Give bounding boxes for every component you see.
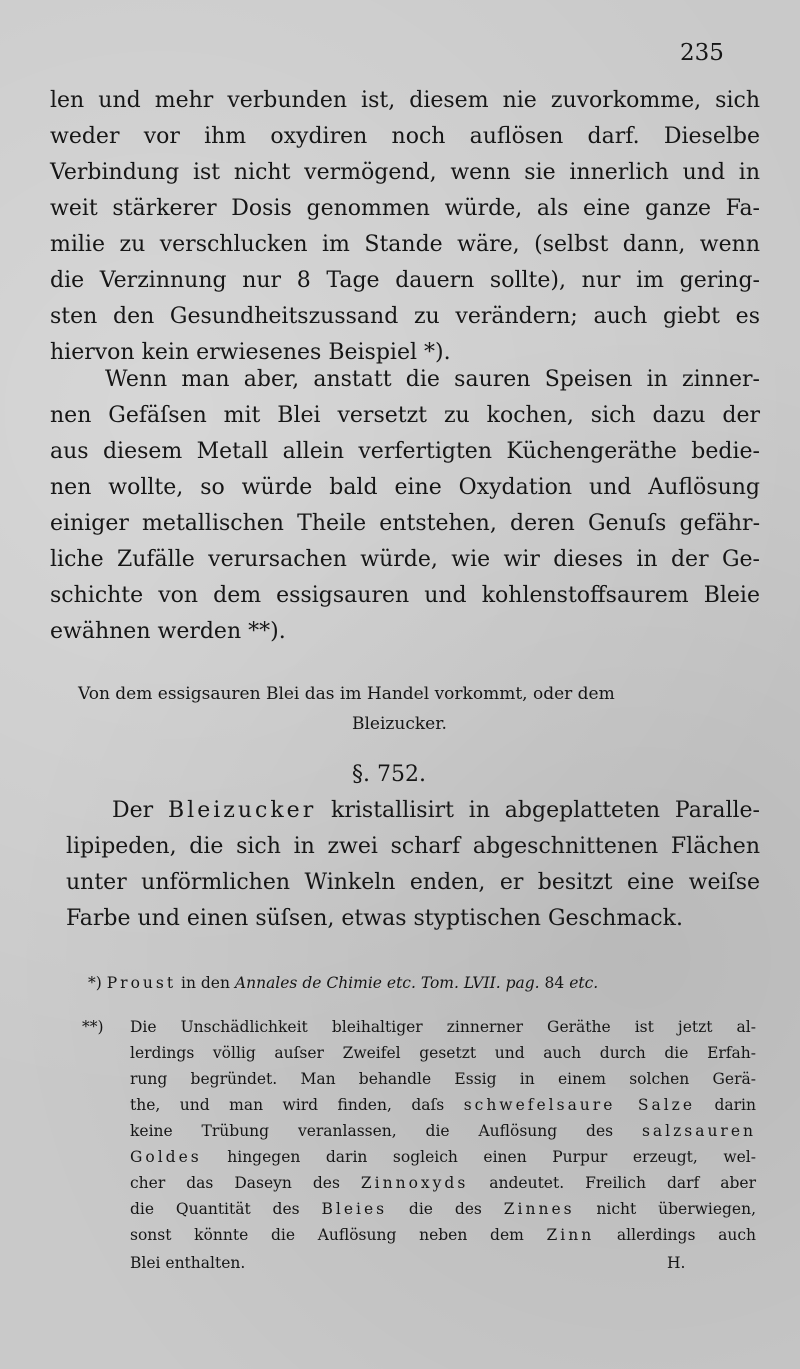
text-fragment: nicht überwiegen, bbox=[574, 1200, 757, 1218]
text-fragment: kristallisirt in abgeplatteten Paralle- bbox=[316, 798, 760, 823]
text-fragment: allerdings auch bbox=[594, 1226, 757, 1244]
text-line: die Verzinnung nur 8 Tage dauern sollte), nur im gering- bbox=[50, 268, 760, 293]
footnote-marker: *) bbox=[88, 974, 102, 992]
footnote-line: Blei enthalten. bbox=[130, 1254, 246, 1272]
footnote-line: rung begründet. Man behandle Essig in einem solchen Gerä- bbox=[130, 1070, 756, 1088]
text-fragment: die des bbox=[387, 1200, 504, 1218]
emphasized-term: salzsauren bbox=[641, 1122, 756, 1140]
text-fragment: sonst könnte die Auflösung neben dem bbox=[130, 1226, 547, 1244]
footnote-author: Proust bbox=[106, 974, 177, 992]
text-fragment: 84 bbox=[539, 974, 570, 992]
text-fragment: andeutet. Freilich darf aber bbox=[468, 1174, 756, 1192]
page-number: 235 bbox=[680, 40, 724, 66]
footnote-line bbox=[130, 1170, 756, 1196]
text-line: unter unförmlichen Winkeln enden, er besitzt eine weiſse bbox=[66, 870, 760, 895]
footnote-1 bbox=[88, 970, 598, 996]
text-fragment: the, und man wird finden, daſs bbox=[130, 1096, 464, 1114]
footnote-line bbox=[130, 1144, 756, 1170]
text-line: Verbindung ist nicht vermögend, wenn sie innerlich und in bbox=[50, 160, 760, 185]
text-line bbox=[66, 793, 760, 829]
text-line: nen Gefäſsen mit Blei versetzt zu kochen, sich dazu der bbox=[50, 403, 760, 428]
footnote-line bbox=[130, 1118, 756, 1144]
text-line: einiger metallischen Theile entstehen, deren Genuſs gefähr- bbox=[50, 511, 760, 536]
text-line: Wenn man aber, anstatt die sauren Speisen in zinner- bbox=[105, 367, 760, 392]
text-fragment: in den bbox=[176, 974, 235, 992]
text-line: len und mehr verbunden ist, diesem nie zuvorkomme, sich bbox=[50, 88, 760, 113]
footnote-line bbox=[130, 1196, 756, 1222]
emphasized-term: schwefelsaure Salze bbox=[463, 1096, 695, 1114]
text-fragment: keine Trübung veranlassen, die Auflösung des bbox=[130, 1122, 642, 1140]
section-heading: Von dem essigsauren Blei das im Handel vorkommt, oder dem bbox=[78, 684, 615, 704]
text-fragment: cher das Daseyn des bbox=[130, 1174, 361, 1192]
emphasized-term: Zinnes bbox=[503, 1200, 575, 1218]
text-fragment: hingegen darin sogleich einen Purpur erzeugt, wel- bbox=[201, 1148, 756, 1166]
footnote-line bbox=[130, 1092, 756, 1118]
text-line: hiervon kein erwiesenes Beispiel *). bbox=[50, 340, 451, 365]
footnote-journal: Annales de Chimie etc. Tom. LVII. pag. bbox=[234, 974, 540, 992]
text-line: aus diesem Metall allein verfertigten Küchengeräthe bedie- bbox=[50, 439, 760, 464]
text-line: schichte von dem essigsauren und kohlenstoffsaurem Bleie bbox=[50, 583, 760, 608]
text-line: sten den Gesundheitszussand zu verändern; auch giebt es bbox=[50, 304, 760, 329]
text-line: ewähnen werden **). bbox=[50, 619, 286, 644]
emphasized-term: Zinn bbox=[546, 1226, 595, 1244]
text-fragment: die Quantität des bbox=[130, 1200, 322, 1218]
text-line: milie zu verschlucken im Stande wäre, (selbst dann, wenn bbox=[50, 232, 760, 257]
emphasized-term: Goldes bbox=[130, 1148, 202, 1166]
text-fragment: darin bbox=[695, 1096, 756, 1114]
section-heading-continued: Bleizucker. bbox=[352, 714, 447, 734]
section-number: §. 752. bbox=[352, 762, 426, 787]
emphasized-term: Bleizucker bbox=[168, 798, 317, 823]
text-line: liche Zufälle verursachen würde, wie wir dieses in der Ge- bbox=[50, 547, 760, 572]
emphasized-term: Bleies bbox=[321, 1200, 388, 1218]
text-line: nen wollte, so würde bald eine Oxydation und Auflösung bbox=[50, 475, 760, 500]
text-fragment: Der bbox=[112, 798, 168, 823]
text-line: weder vor ihm oxydiren noch auflösen darf. Dieselbe bbox=[50, 124, 760, 149]
footnote-line bbox=[130, 1222, 756, 1248]
text-fragment: etc. bbox=[569, 974, 599, 992]
text-line: lipipeden, die sich in zwei scharf abgeschnittenen Flächen bbox=[66, 834, 760, 859]
emphasized-term: Zinnoxyds bbox=[360, 1174, 469, 1192]
text-line: Farbe und einen süſsen, etwas styptischen Geschmack. bbox=[66, 906, 683, 931]
text-line: weit stärkerer Dosis genommen würde, als eine ganze Fa- bbox=[50, 196, 760, 221]
footnote-line: lerdings völlig auſser Zweifel gesetzt und auch durch die Erfah- bbox=[130, 1044, 756, 1062]
footnote-signature: H. bbox=[667, 1254, 686, 1272]
footnote-line: Die Unschädlichkeit bleihaltiger zinnerner Geräthe ist jetzt al- bbox=[130, 1018, 756, 1036]
footnote-2-marker: **) bbox=[82, 1018, 104, 1036]
